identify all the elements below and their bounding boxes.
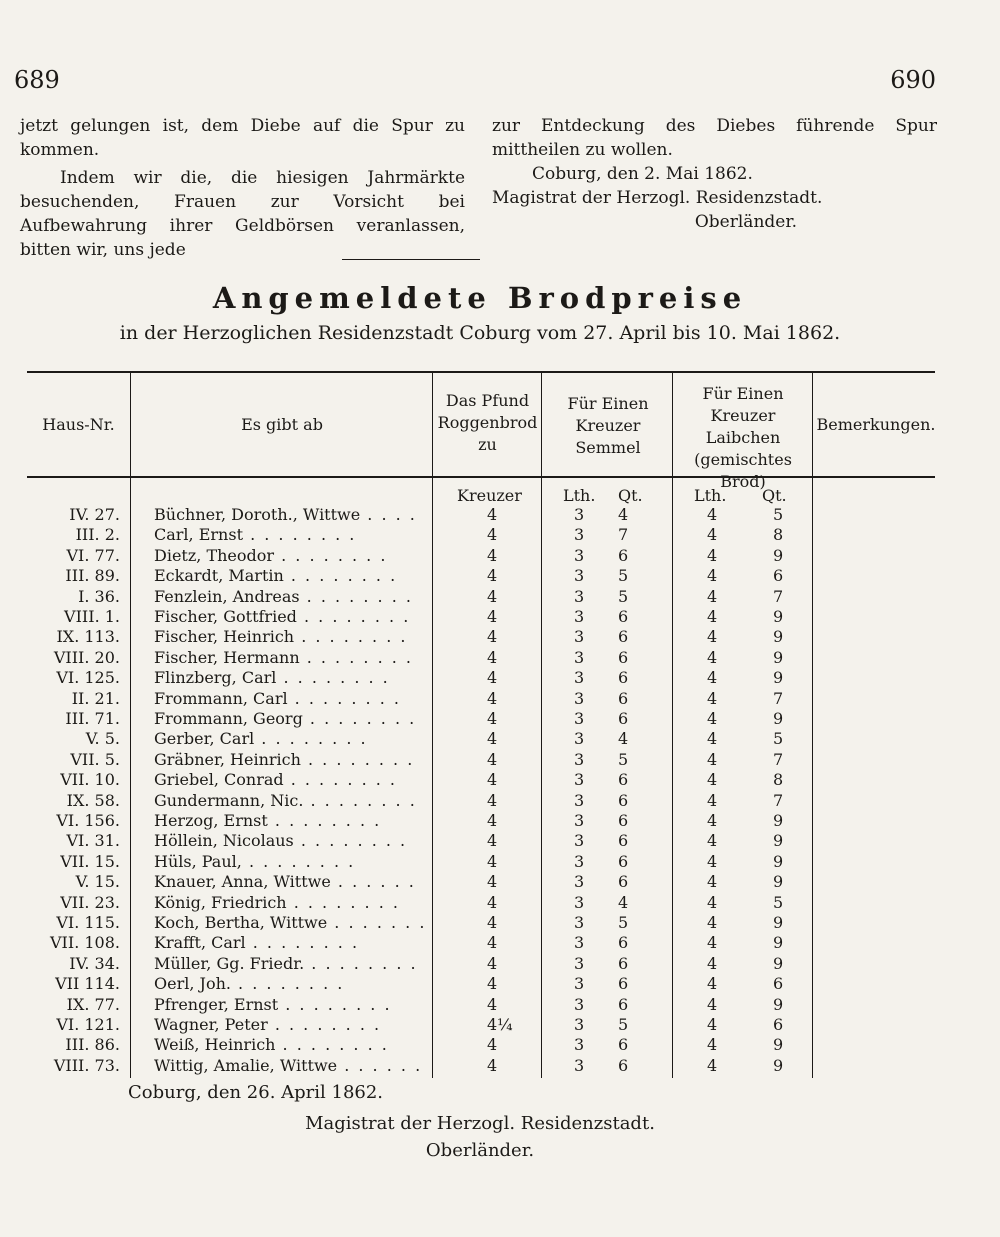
cell-house-number: IX. 113. <box>56 627 120 647</box>
table-row <box>0 566 960 586</box>
cell-semmel-lth: 3 <box>574 851 585 871</box>
cell-house-number: VI. 115. <box>56 913 120 932</box>
cell-house-number: VII 114. <box>55 974 120 994</box>
cell-house-number: III. 71. <box>65 709 120 728</box>
cell-laibchen-lth: 4 <box>707 607 718 626</box>
cell-roggenbrod-price: 4 <box>487 1035 498 1055</box>
cell-semmel-qt: 6 <box>618 668 629 688</box>
cell-semmel-lth: 3 <box>574 831 585 851</box>
cell-semmel-lth: 3 <box>574 974 585 994</box>
right-date: Coburg, den 2. Mai 1862. <box>532 164 753 184</box>
cell-laibchen-qt: 7 <box>773 688 784 708</box>
cell-semmel-qt: 5 <box>618 586 629 606</box>
cell-seller-name: Wittig, Amalie, Wittwe . . <box>154 1056 424 1076</box>
cell-house-number: IV. 34. <box>69 953 120 973</box>
right-paragraph-1: zur Entdeckung des Diebes führende Spur mittheilen zu wollen. <box>492 116 937 160</box>
cell-house-number: VII. 15. <box>60 851 120 871</box>
cell-laibchen-qt: 6 <box>773 566 784 586</box>
cell-semmel-lth: 3 <box>574 1055 585 1075</box>
cell-semmel-lth: 3 <box>574 790 585 810</box>
cell-laibchen-lth: 4 <box>707 1015 718 1034</box>
cell-laibchen-qt: 9 <box>773 872 784 892</box>
cell-laibchen-qt: 5 <box>773 505 784 524</box>
table-row <box>0 872 960 892</box>
header-semmel: Für Einen Kreuzer Semmel <box>567 394 649 457</box>
footer-signature: Oberländer. <box>425 1140 535 1161</box>
cell-roggenbrod-price: 4 <box>487 831 498 851</box>
cell-semmel-lth: 3 <box>574 811 585 830</box>
cell-laibchen-lth: 4 <box>707 709 718 728</box>
cell-roggenbrod-price: 4 <box>487 994 498 1014</box>
cell-semmel-lth: 3 <box>574 933 585 953</box>
table-row <box>0 668 960 688</box>
cell-house-number: VI. 77. <box>66 545 120 565</box>
cell-semmel-qt: 6 <box>618 688 629 708</box>
cell-semmel-lth: 3 <box>574 709 585 728</box>
section-divider <box>342 259 480 260</box>
unit-lth-laibchen: Lth. <box>694 486 727 505</box>
cell-laibchen-lth: 4 <box>707 953 718 973</box>
table-row <box>0 995 960 1015</box>
cell-laibchen-lth: 4 <box>707 994 718 1014</box>
cell-house-number: V. 5. <box>85 729 120 749</box>
cell-roggenbrod-price: 4 <box>487 749 498 769</box>
cell-semmel-qt: 4 <box>618 729 629 749</box>
cell-house-number: VII. 23. <box>60 892 120 912</box>
cell-seller-name: Knauer, Anna, Wittwe . . <box>154 872 424 892</box>
cell-house-number: VI. 156. <box>56 811 120 830</box>
cell-semmel-qt: 6 <box>618 1035 629 1055</box>
cell-seller-name: König, Friedrich . . <box>154 893 424 913</box>
cell-seller-name: Eckardt, Martin . . <box>154 566 424 586</box>
cell-roggenbrod-price: 4 <box>487 545 498 565</box>
cell-house-number: VII. 10. <box>60 770 120 790</box>
cell-roggenbrod-price: 4 <box>487 668 498 688</box>
unit-qt-laibchen: Qt. <box>762 486 787 505</box>
table-row <box>0 709 960 729</box>
header-remarks: Bemerkungen. <box>816 415 936 434</box>
table-row <box>0 974 960 994</box>
cell-laibchen-qt: 9 <box>773 627 784 647</box>
notice-title: Angemeldete Brodpreise <box>212 281 748 315</box>
cell-laibchen-qt: 6 <box>773 974 784 994</box>
cell-semmel-lth: 3 <box>574 953 585 973</box>
cell-semmel-qt: 5 <box>618 566 629 586</box>
table-row <box>0 587 960 607</box>
cell-semmel-lth: 3 <box>574 1015 585 1034</box>
table-row <box>0 933 960 953</box>
cell-semmel-lth: 3 <box>574 913 585 932</box>
cell-laibchen-lth: 4 <box>707 770 718 790</box>
cell-house-number: III. 2. <box>75 525 120 545</box>
cell-laibchen-lth: 4 <box>707 586 718 606</box>
cell-house-number: I. 36. <box>78 586 120 606</box>
cell-house-number: VI. 31. <box>66 831 120 851</box>
cell-roggenbrod-price: 4 <box>487 933 498 953</box>
cell-laibchen-qt: 9 <box>773 1055 784 1075</box>
cell-semmel-qt: 5 <box>618 1015 629 1034</box>
cell-roggenbrod-price: 4 <box>487 586 498 606</box>
cell-laibchen-lth: 4 <box>707 505 718 524</box>
table-row <box>0 893 960 913</box>
cell-house-number: IX. 77. <box>66 994 120 1014</box>
cell-semmel-lth: 3 <box>574 688 585 708</box>
cell-house-number: III. 89. <box>65 566 120 586</box>
cell-house-number: VIII. 1. <box>64 607 120 626</box>
cell-roggenbrod-price: 4 <box>487 953 498 973</box>
table-row <box>0 546 960 566</box>
cell-roggenbrod-price: 4 <box>487 709 498 728</box>
cell-laibchen-qt: 9 <box>773 709 784 728</box>
cell-laibchen-qt: 9 <box>773 851 784 871</box>
cell-semmel-qt: 6 <box>618 545 629 565</box>
cell-seller-name: Krafft, Carl . . <box>154 933 424 953</box>
header-laibchen: Für Einen Kreuzer Laibchen (gemischtes Brod) <box>694 384 792 491</box>
cell-semmel-qt: 6 <box>618 953 629 973</box>
cell-laibchen-qt: 7 <box>773 790 784 810</box>
cell-laibchen-qt: 9 <box>773 647 784 667</box>
table-top-rule <box>27 371 935 373</box>
unit-lth-semmel: Lth. <box>563 486 596 505</box>
cell-semmel-lth: 3 <box>574 892 585 912</box>
unit-kreuzer: Kreuzer <box>457 486 522 505</box>
cell-semmel-qt: 6 <box>618 627 629 647</box>
cell-house-number: VIII. 20. <box>53 647 120 667</box>
cell-laibchen-qt: 5 <box>773 892 784 912</box>
cell-seller-name: Gräbner, Heinrich . . <box>154 750 424 770</box>
cell-semmel-qt: 6 <box>618 770 629 790</box>
cell-house-number: IX. 58. <box>66 790 120 810</box>
cell-seller-name: Pfrenger, Ernst . . <box>154 995 424 1015</box>
footer-authority: Magistrat der Herzogl. Residenzstadt. <box>305 1113 655 1134</box>
cell-laibchen-lth: 4 <box>707 1035 718 1055</box>
cell-roggenbrod-price: 4 <box>487 566 498 586</box>
table-row <box>0 831 960 851</box>
cell-semmel-qt: 6 <box>618 811 629 830</box>
cell-roggenbrod-price: 4 <box>487 647 498 667</box>
table-row <box>0 505 960 525</box>
cell-seller-name: Frommann, Georg . . <box>154 709 424 729</box>
cell-laibchen-qt: 9 <box>773 607 784 626</box>
cell-laibchen-lth: 4 <box>707 913 718 932</box>
cell-laibchen-qt: 9 <box>773 913 784 932</box>
cell-laibchen-lth: 4 <box>707 647 718 667</box>
cell-seller-name: Gerber, Carl . . <box>154 729 424 749</box>
table-row <box>0 811 960 831</box>
cell-semmel-lth: 3 <box>574 545 585 565</box>
cell-laibchen-lth: 4 <box>707 668 718 688</box>
cell-house-number: II. 21. <box>71 688 120 708</box>
cell-semmel-qt: 6 <box>618 851 629 871</box>
cell-laibchen-lth: 4 <box>707 811 718 830</box>
cell-seller-name: Carl, Ernst . . <box>154 525 424 545</box>
cell-semmel-qt: 6 <box>618 872 629 892</box>
cell-semmel-lth: 3 <box>574 607 585 626</box>
table-row <box>0 689 960 709</box>
cell-roggenbrod-price: 4 <box>487 892 498 912</box>
cell-seller-name: Fenzlein, Andreas . . <box>154 587 424 607</box>
cell-laibchen-qt: 8 <box>773 770 784 790</box>
cell-semmel-qt: 6 <box>618 974 629 994</box>
cell-seller-name: Dietz, Theodor . . <box>154 546 424 566</box>
cell-seller-name: Frommann, Carl . . <box>154 689 424 709</box>
cell-laibchen-lth: 4 <box>707 933 718 953</box>
cell-laibchen-qt: 7 <box>773 586 784 606</box>
right-authority: Magistrat der Herzogl. Residenzstadt. <box>492 188 823 208</box>
cell-laibchen-lth: 4 <box>707 872 718 892</box>
cell-laibchen-lth: 4 <box>707 1055 718 1075</box>
cell-house-number: III. 86. <box>65 1035 120 1055</box>
cell-laibchen-lth: 4 <box>707 892 718 912</box>
cell-laibchen-qt: 9 <box>773 831 784 851</box>
table-row <box>0 525 960 545</box>
table-row <box>0 729 960 749</box>
cell-semmel-lth: 3 <box>574 505 585 524</box>
cell-semmel-qt: 6 <box>618 709 629 728</box>
cell-house-number: V. 15. <box>75 872 120 892</box>
left-column <box>20 114 465 262</box>
cell-roggenbrod-price: 4 <box>487 729 498 749</box>
cell-semmel-lth: 3 <box>574 770 585 790</box>
cell-house-number: IV. 27. <box>69 505 120 524</box>
table-row <box>0 1015 960 1035</box>
cell-roggenbrod-price: 4 <box>487 974 498 994</box>
cell-laibchen-lth: 4 <box>707 831 718 851</box>
cell-laibchen-lth: 4 <box>707 525 718 545</box>
header-roggenbrod: Das Pfund Roggenbrod zu <box>437 391 538 454</box>
cell-roggenbrod-price: 4 <box>487 811 498 830</box>
cell-semmel-lth: 3 <box>574 729 585 749</box>
cell-laibchen-qt: 9 <box>773 953 784 973</box>
cell-house-number: VIII. 73. <box>53 1055 120 1075</box>
cell-semmel-qt: 4 <box>618 892 629 912</box>
cell-semmel-qt: 7 <box>618 525 629 545</box>
cell-seller-name: Griebel, Conrad . . <box>154 770 424 790</box>
cell-seller-name: Oerl, Joh. . . <box>154 974 424 994</box>
cell-roggenbrod-price: 4 <box>487 688 498 708</box>
cell-semmel-lth: 3 <box>574 525 585 545</box>
cell-semmel-lth: 3 <box>574 1035 585 1055</box>
cell-semmel-qt: 4 <box>618 505 629 524</box>
cell-laibchen-qt: 9 <box>773 994 784 1014</box>
table-row <box>0 1035 960 1055</box>
cell-roggenbrod-price: 4 <box>487 1055 498 1075</box>
table-row <box>0 1056 960 1076</box>
cell-roggenbrod-price: 4 <box>487 627 498 647</box>
cell-roggenbrod-price: 4 <box>487 913 498 932</box>
table-row <box>0 852 960 872</box>
cell-semmel-qt: 6 <box>618 790 629 810</box>
cell-laibchen-lth: 4 <box>707 566 718 586</box>
cell-laibchen-qt: 9 <box>773 933 784 953</box>
table-row <box>0 648 960 668</box>
cell-laibchen-qt: 9 <box>773 545 784 565</box>
cell-roggenbrod-price: 4 <box>487 607 498 626</box>
cell-semmel-lth: 3 <box>574 586 585 606</box>
cell-seller-name: Höllein, Nicolaus . . <box>154 831 424 851</box>
cell-seller-name: Müller, Gg. Friedr. . . <box>154 954 424 974</box>
cell-laibchen-lth: 4 <box>707 790 718 810</box>
cell-laibchen-lth: 4 <box>707 688 718 708</box>
cell-laibchen-qt: 9 <box>773 1035 784 1055</box>
table-row <box>0 954 960 974</box>
cell-semmel-qt: 6 <box>618 831 629 851</box>
cell-roggenbrod-price: 4 <box>487 851 498 871</box>
cell-roggenbrod-price: 4 <box>487 770 498 790</box>
right-column <box>492 114 937 234</box>
cell-semmel-qt: 6 <box>618 994 629 1014</box>
cell-seller-name: Gundermann, Nic. . . <box>154 791 424 811</box>
cell-laibchen-lth: 4 <box>707 627 718 647</box>
cell-house-number: VII. 5. <box>70 749 120 769</box>
cell-seller-name: Weiß, Heinrich . . <box>154 1035 424 1055</box>
cell-laibchen-qt: 7 <box>773 749 784 769</box>
cell-seller-name: Herzog, Ernst . . <box>154 811 424 831</box>
cell-laibchen-lth: 4 <box>707 974 718 994</box>
cell-laibchen-lth: 4 <box>707 729 718 749</box>
header-house-number: Haus-Nr. <box>42 415 115 434</box>
cell-house-number: VI. 121. <box>56 1015 120 1034</box>
table-row <box>0 627 960 647</box>
cell-semmel-qt: 5 <box>618 749 629 769</box>
cell-laibchen-qt: 9 <box>773 668 784 688</box>
cell-seller-name: Fischer, Hermann . . <box>154 648 424 668</box>
cell-semmel-qt: 6 <box>618 647 629 667</box>
cell-laibchen-qt: 9 <box>773 811 784 830</box>
unit-qt-semmel: Qt. <box>618 486 643 505</box>
cell-house-number: VII. 108. <box>50 933 120 953</box>
cell-seller-name: Flinzberg, Carl . . <box>154 668 424 688</box>
cell-seller-name: Fischer, Gottfried . . <box>154 607 424 627</box>
table-row <box>0 770 960 790</box>
cell-roggenbrod-price: 4¼ <box>487 1015 513 1034</box>
cell-seller-name: Koch, Bertha, Wittwe . . <box>154 913 424 933</box>
cell-semmel-lth: 3 <box>574 647 585 667</box>
cell-laibchen-lth: 4 <box>707 851 718 871</box>
cell-semmel-qt: 6 <box>618 1055 629 1075</box>
cell-semmel-qt: 6 <box>618 607 629 626</box>
cell-semmel-lth: 3 <box>574 566 585 586</box>
page-number-left: 689 <box>14 66 60 94</box>
cell-roggenbrod-price: 4 <box>487 525 498 545</box>
left-paragraph-1: jetzt gelungen ist, dem Diebe auf die Spur zu kommen. <box>20 116 465 160</box>
cell-laibchen-lth: 4 <box>707 545 718 565</box>
cell-semmel-lth: 3 <box>574 668 585 688</box>
cell-laibchen-qt: 6 <box>773 1015 784 1034</box>
table-row <box>0 750 960 770</box>
cell-semmel-lth: 3 <box>574 627 585 647</box>
left-paragraph-2: Indem wir die, die hiesigen Jahrmärkte besuchenden, Frauen zur Vorsicht bei Aufbewahrung ihrer Geldbörsen veranlassen, bitten wir, uns jede <box>20 168 465 260</box>
cell-seller-name: Büchner, Doroth., Wittwe . . <box>154 505 424 525</box>
cell-semmel-lth: 3 <box>574 749 585 769</box>
cell-roggenbrod-price: 4 <box>487 872 498 892</box>
table-row <box>0 607 960 627</box>
cell-roggenbrod-price: 4 <box>487 790 498 810</box>
cell-house-number: VI. 125. <box>56 668 120 688</box>
right-signature: Oberländer. <box>694 212 797 232</box>
table-row <box>0 913 960 933</box>
footer-date: Coburg, den 26. April 1862. <box>128 1082 384 1103</box>
page-number-right: 690 <box>890 66 936 94</box>
notice-subtitle: in der Herzoglichen Residenzstadt Coburg vom 27. April bis 10. Mai 1862. <box>119 322 841 344</box>
cell-seller-name: Fischer, Heinrich . . <box>154 627 424 647</box>
cell-laibchen-qt: 8 <box>773 525 784 545</box>
cell-laibchen-lth: 4 <box>707 749 718 769</box>
cell-semmel-qt: 5 <box>618 913 629 932</box>
cell-semmel-lth: 3 <box>574 872 585 892</box>
cell-seller-name: Wagner, Peter . . <box>154 1015 424 1035</box>
cell-semmel-qt: 6 <box>618 933 629 953</box>
header-seller: Es gibt ab <box>241 415 323 434</box>
cell-semmel-lth: 3 <box>574 994 585 1014</box>
cell-roggenbrod-price: 4 <box>487 505 498 524</box>
cell-seller-name: Hüls, Paul, . . <box>154 852 424 872</box>
cell-laibchen-qt: 5 <box>773 729 784 749</box>
table-row <box>0 791 960 811</box>
